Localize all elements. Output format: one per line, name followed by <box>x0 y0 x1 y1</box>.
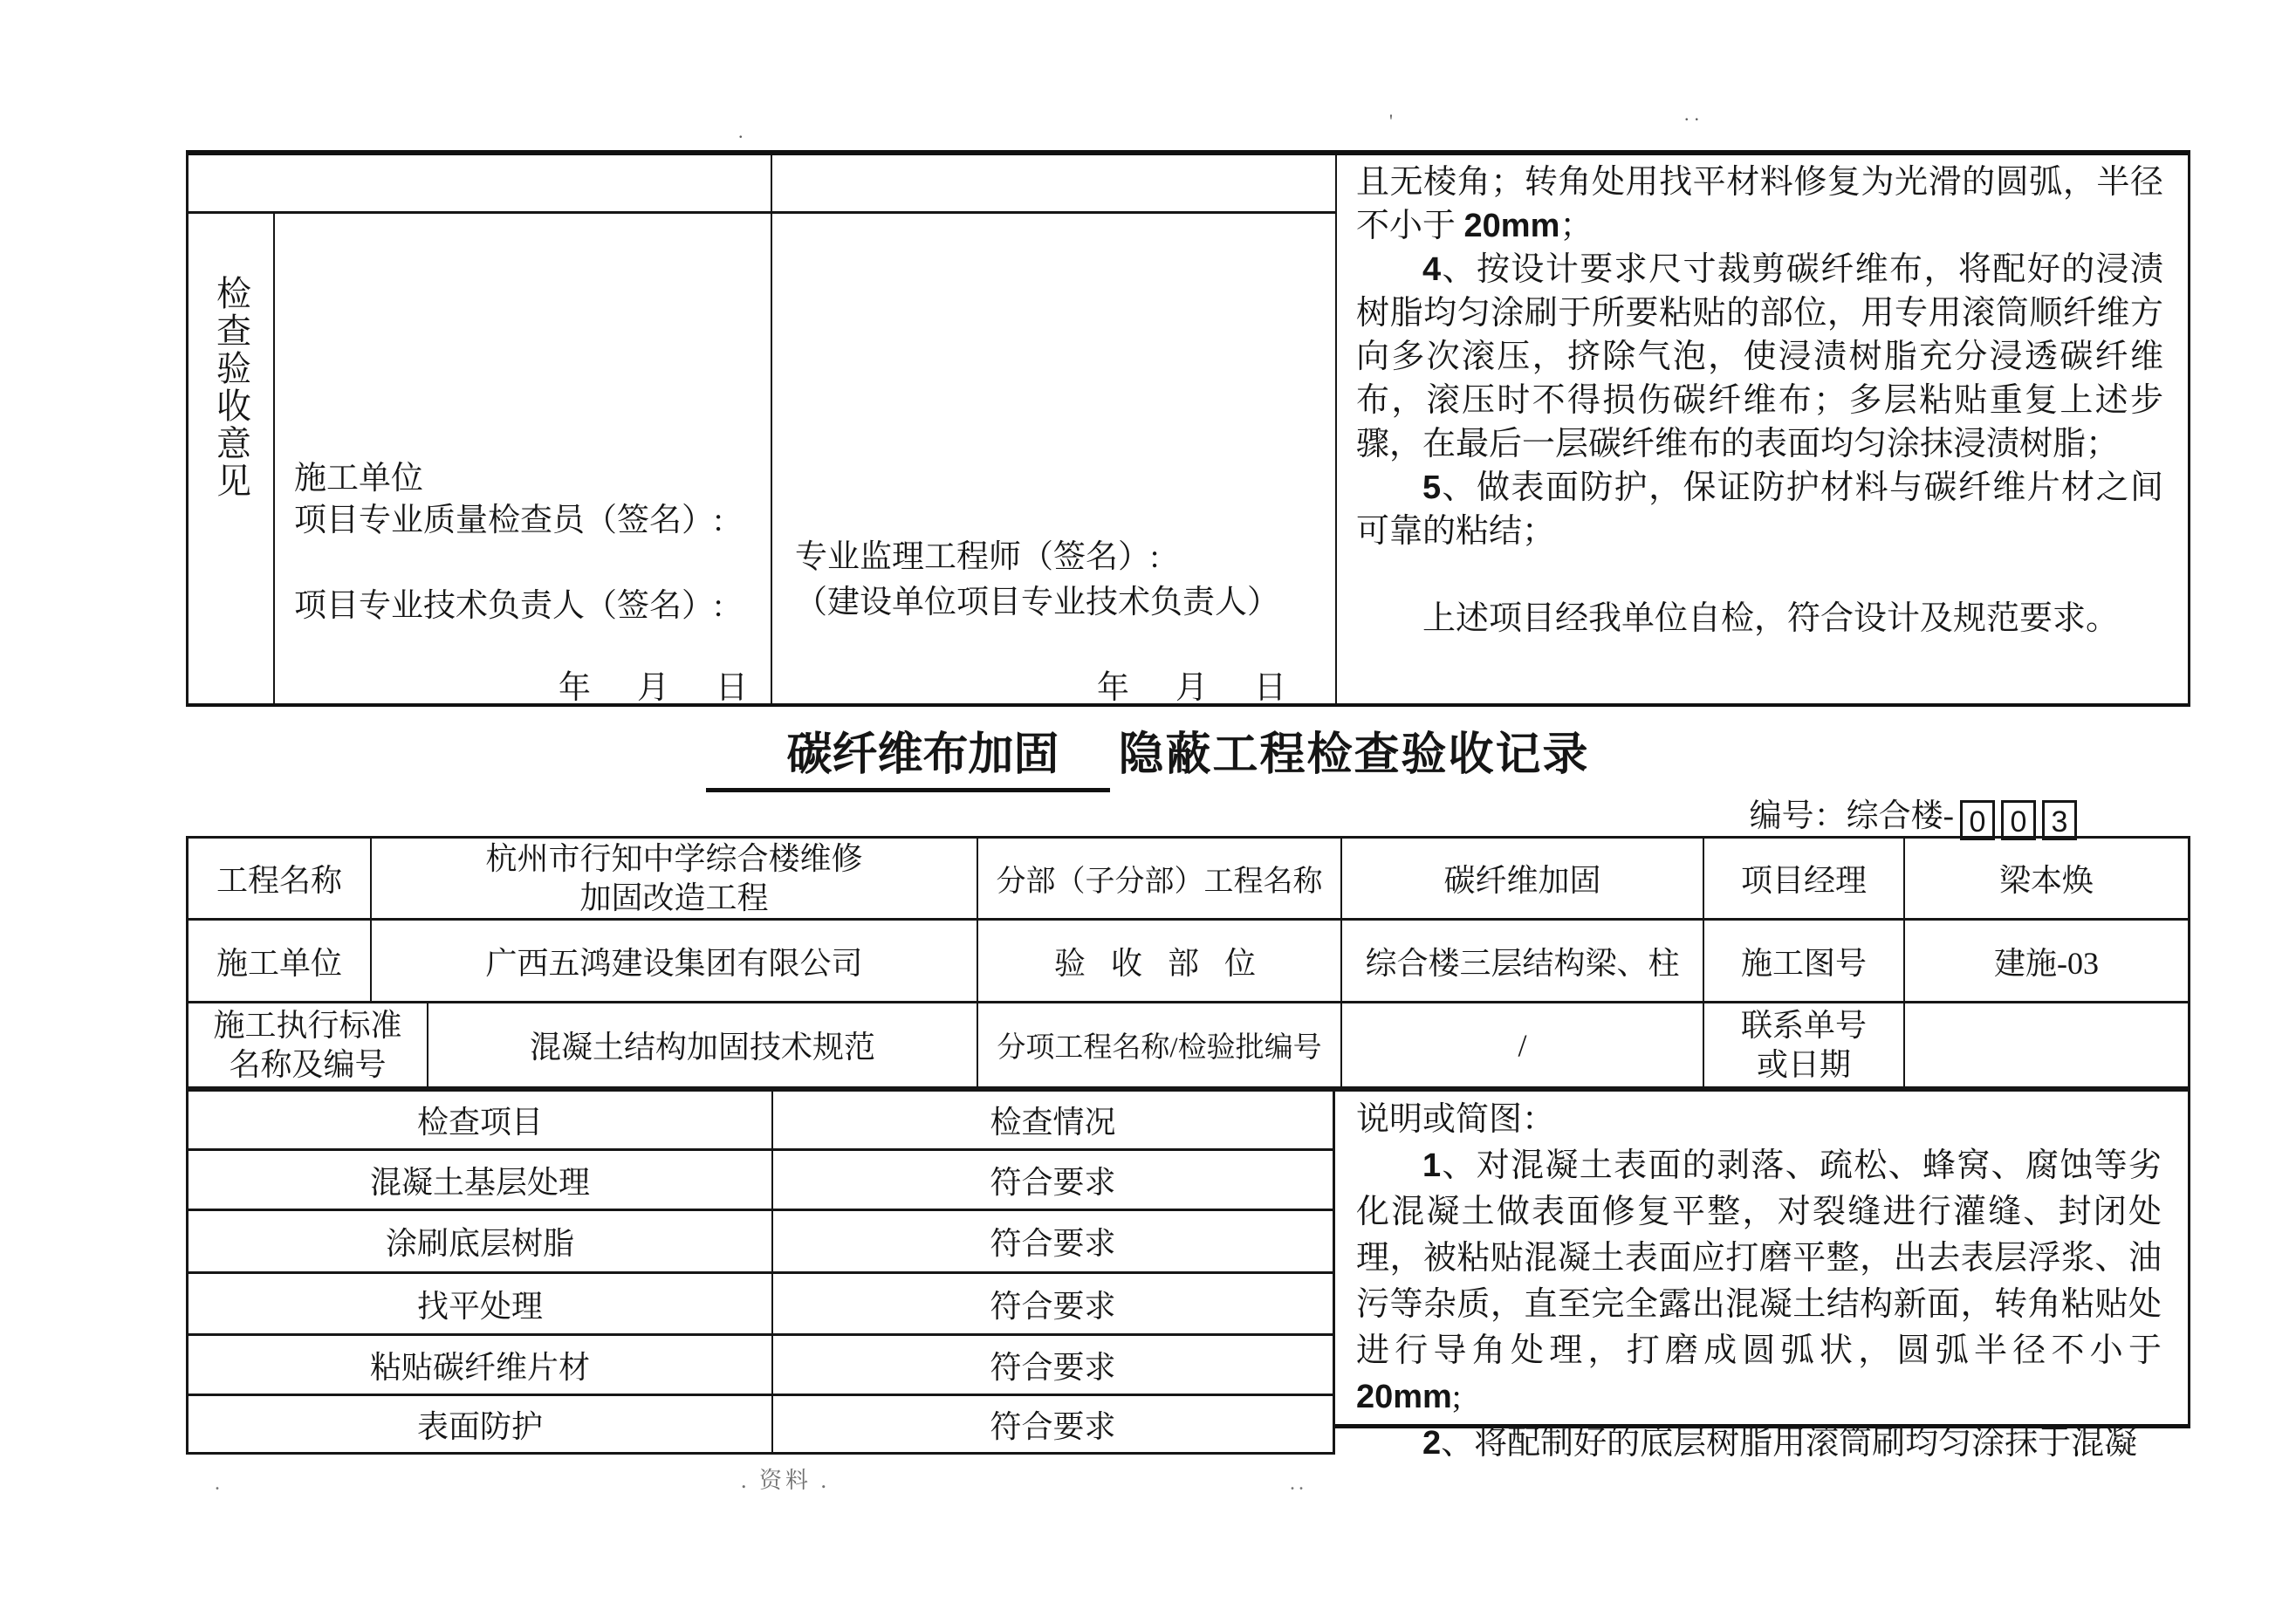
check-row-status <box>773 1148 1333 1209</box>
page-title <box>0 717 2296 792</box>
check-row-status <box>773 1394 1333 1452</box>
acceptance-part-value-cell <box>1342 918 1704 1001</box>
self-check-text: 上述项目经我单位自检，符合设计及规范要求。 <box>1422 600 2120 637</box>
notes-p2-text: 、将配制好的底层树脂用滚筒刷均匀涂抹于混凝 <box>1441 1425 2138 1462</box>
standard-value: 混凝土结构加固技术规范 <box>529 1030 875 1065</box>
procedure-paragraph <box>1356 161 2163 248</box>
procedure-p2-number: 4 <box>1422 251 1442 288</box>
check-row-item <box>188 1394 773 1452</box>
subdivision-label-cell <box>978 839 1342 918</box>
footer-watermark <box>681 1462 890 1495</box>
batch-number-label-cell <box>978 1001 1342 1086</box>
supervisor-engineer-sign-label: 专业监理工程师（签名）: <box>795 539 1160 575</box>
empty-cell-left <box>188 155 772 214</box>
serial-digit-box: 0 <box>1960 800 1995 840</box>
procedure-text-column <box>1335 155 2188 703</box>
drawing-number-label-cell <box>1704 918 1905 1001</box>
notes-p2-number: 2 <box>1422 1425 1442 1462</box>
serial-label: 编号：综合楼- <box>1749 798 1954 834</box>
construction-unit-label: 施工单位 <box>216 945 342 981</box>
check-item-header: 检查项目 <box>416 1105 543 1140</box>
quality-inspector-sign-label: 项目专业质量检查员（签名）: <box>294 503 723 538</box>
project-name-value-line2: 加固改造工程 <box>579 880 769 915</box>
check-row-item <box>188 1148 773 1209</box>
notes-p1-post: ; <box>1451 1379 1462 1415</box>
subdivision-value-cell <box>1342 839 1704 918</box>
contact-number-label-line1: 联系单号 <box>1740 1007 1867 1043</box>
project-name-value-line1: 杭州市行知中学综合楼维修 <box>485 840 863 876</box>
project-name-label: 工程名称 <box>216 863 342 898</box>
acceptance-part-label: 验 收 部 位 <box>1053 945 1265 981</box>
notes-paragraph <box>1356 1421 2162 1467</box>
contact-number-label-line2: 或日期 <box>1756 1046 1851 1082</box>
self-check-statement <box>1356 597 2163 640</box>
procedure-p1-text: 且无棱角；转角处用找平材料修复为光滑的圆弧，半径不小于 <box>1356 164 2163 244</box>
check-status-header: 检查情况 <box>990 1105 1116 1140</box>
standard-label-cell <box>188 1001 428 1086</box>
serial-number <box>1750 789 2077 840</box>
check-row-item <box>188 1209 773 1271</box>
title-rest-part: 隐蔽工程检查验收记录 <box>1118 730 1590 780</box>
check-item-label: 找平处理 <box>416 1288 543 1324</box>
check-status-header-cell <box>773 1092 1333 1148</box>
notes-p1-bold: 20mm <box>1356 1379 1452 1415</box>
drawing-number-value: 建施-03 <box>1994 945 2099 981</box>
check-item-label: 表面防护 <box>416 1408 543 1444</box>
scan-dot: . <box>738 120 744 142</box>
batch-number-value-cell <box>1342 1001 1704 1086</box>
batch-number-label: 分项工程名称/检验批编号 <box>997 1032 1322 1064</box>
check-item-label: 混凝土基层处理 <box>369 1164 590 1200</box>
notes-section <box>1335 1089 2190 1462</box>
construction-unit-value: 广西五鸿建设集团有限公司 <box>485 945 863 981</box>
project-manager-value-cell <box>1905 839 2188 918</box>
project-manager-label-cell <box>1704 839 1905 918</box>
project-name-value-cell <box>372 839 978 918</box>
check-status-value: 符合要求 <box>990 1226 1116 1261</box>
notes-heading <box>1356 1097 2162 1143</box>
standard-label-line1: 施工执行标准 <box>213 1007 402 1043</box>
acceptance-label-vertical: 检查验收意见 <box>211 275 251 500</box>
scan-dot: .. <box>1684 103 1704 125</box>
owner-technical-manager-label: （建设单位项目专业技术负责人） <box>795 585 1279 620</box>
drawing-number-value-cell <box>1905 918 2188 1001</box>
check-status-value: 符合要求 <box>990 1349 1116 1385</box>
procedure-paragraph <box>1356 248 2163 466</box>
contractor-sign-cell <box>275 214 772 706</box>
notes-p1-text: 、对混凝土表面的剥落、疏松、蜂窝、腐蚀等劣化混凝土做表面修复平整，对裂缝进行灌缝、封闭处理，被粘贴混凝土表面应打磨平整，出去表层浮浆、油污等杂质，直至完全露出混凝土结构新面，转角粘贴处进行导角处理，打磨成圆弧状，圆弧半径不小于 <box>1356 1147 2162 1369</box>
procedure-paragraph <box>1356 466 2163 553</box>
acceptance-part-label-cell <box>978 918 1342 1001</box>
contact-number-value-cell <box>1905 1001 2188 1086</box>
acceptance-section <box>186 150 2190 707</box>
scan-dot: .. <box>1290 1472 1307 1495</box>
technical-manager-sign-label: 项目专业技术负责人（签名）: <box>294 588 723 624</box>
check-item-label: 涂刷底层树脂 <box>385 1226 574 1261</box>
check-status-value: 符合要求 <box>990 1288 1116 1324</box>
procedure-p1-bold: 20mm <box>1463 208 1560 244</box>
procedure-p1-post: ； <box>1559 208 1593 244</box>
check-row-status <box>773 1333 1333 1394</box>
project-manager-label: 项目经理 <box>1740 863 1867 898</box>
title-underlined-part: 碳纤维布加固 <box>706 717 1109 792</box>
project-name-label-cell <box>188 839 372 918</box>
supervisor-sign-cell <box>774 214 1335 706</box>
notes-heading-text: 说明或简图： <box>1356 1101 1556 1138</box>
standard-value-cell <box>428 1001 978 1086</box>
acceptance-label-cell <box>188 214 275 703</box>
drawing-number-label: 施工图号 <box>1740 945 1867 981</box>
check-row-item <box>188 1271 773 1333</box>
contact-number-label-cell <box>1704 1001 1905 1086</box>
check-row-item <box>188 1333 773 1394</box>
supervisor-date-line: 年 月 日 <box>1097 670 1293 706</box>
check-row-status <box>773 1271 1333 1333</box>
subdivision-label: 分部（子分部）工程名称 <box>996 866 1323 898</box>
check-item-header-cell <box>188 1092 773 1148</box>
project-manager-value: 梁本焕 <box>1998 863 2094 898</box>
subdivision-value: 碳纤维加固 <box>1443 863 1601 898</box>
acceptance-part-value: 综合楼三层结构梁、柱 <box>1365 945 1680 981</box>
procedure-p3-text: 、做表面防护，保证防护材料与碳纤维片材之间可靠的粘结； <box>1356 469 2163 550</box>
contractor-unit-label: 施工单位 <box>294 461 423 496</box>
check-item-label: 粘贴碳纤维片材 <box>369 1349 590 1385</box>
batch-number-value: / <box>1518 1027 1527 1063</box>
serial-digit-box: 3 <box>2042 800 2077 840</box>
info-table <box>186 836 2190 1089</box>
notes-p1-number: 1 <box>1422 1147 1442 1184</box>
check-status-value: 符合要求 <box>990 1408 1116 1444</box>
procedure-p2-text: 、按设计要求尺寸裁剪碳纤维布，将配好的浸渍树脂均匀涂刷于所要粘贴的部位，用专用滚筒顺纤维方向多次滚压，挤除气泡，使浸渍树脂充分浸透碳纤维布，滚压时不得损伤碳纤维布；多层粘贴重复上述步骤，在最后一层碳纤维布的表面均匀涂抹浸渍树脂； <box>1356 251 2163 462</box>
standard-label-line2: 名称及编号 <box>229 1046 387 1082</box>
footer-watermark-text: . 资料 . <box>740 1468 830 1493</box>
empty-cell-mid <box>772 155 1335 214</box>
notes-paragraph <box>1356 1143 2162 1421</box>
check-row-status <box>773 1209 1333 1271</box>
serial-digit-box: 0 <box>2001 800 2036 840</box>
scan-dot: ' <box>1389 110 1393 132</box>
check-status-value: 符合要求 <box>990 1164 1116 1200</box>
construction-unit-label-cell <box>188 918 372 1001</box>
scan-dot: . <box>215 1472 220 1495</box>
check-table <box>186 1089 1335 1455</box>
contractor-date-line: 年 月 日 <box>559 670 755 706</box>
procedure-p3-number: 5 <box>1422 469 1442 506</box>
construction-unit-value-cell <box>372 918 978 1001</box>
